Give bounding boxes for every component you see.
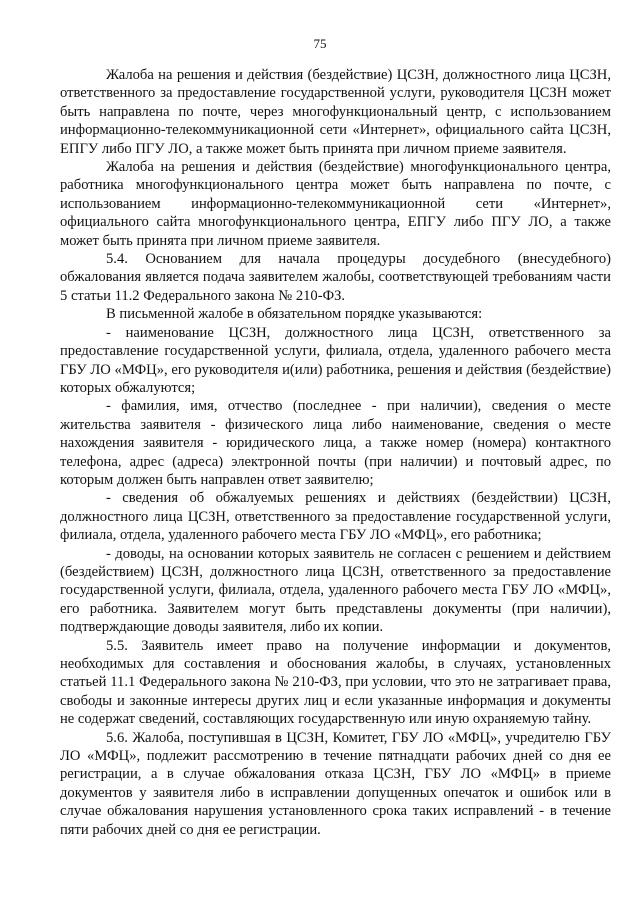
paragraph-complaint-mfc: Жалоба на решения и действия (бездействие) многофункционального центра, работника многофункционального центра может быть направлена по почте, с использованием информационно-телекоммуникационной сети «Интернет», официального сайта многофункционального центра, ЕПГУ либо ПГУ ЛО, а также может быть принята при личном приеме заявителя.	[60, 159, 611, 249]
list-item-appealed-decisions: - сведения об обжалуемых решениях и действиях (бездействии) ЦСЗН, должностного лица ЦСЗН, ответственного за предоставление государственной услуги, филиала, отдела, удаленного рабочего места ГБУ ЛО «МФЦ», его работника;	[60, 490, 611, 544]
paragraph-section-5-5: 5.5. Заявитель имеет право на получение информации и документов, необходимых для составления и обоснования жалобы, в случаях, установленных статьей 11.1 Федерального закона № 210-ФЗ, при условии, что это не затрагивает права, свободы и законные интересы других лиц и если указанные информация и документы не содержат сведений, составляющих государственную или иную охраняемую тайну.	[60, 637, 611, 728]
paragraph-complaint-cszn: Жалоба на решения и действия (бездействие) ЦСЗН, должностного лица ЦСЗН, ответственного за предоставление государственной услуги, руководителя ЦСЗН может быть направлена по почте, через многофункциональный центр, с использованием информационно-телекоммуникационной сети «Интернет», официального сайта ЦСЗН, ЕПГУ либо ПГУ ЛО, а также может быть принята при личном приеме заявителя.	[60, 67, 611, 157]
list-item-applicant-details: - фамилия, имя, отчество (последнее - при наличии), сведения о месте жительства заявителя - физического лица либо наименование, сведения о месте нахождения заявителя - юридического лица, а также номер (номера) контактного телефона, адрес (адреса) электронной почты (при наличии) и почтовый адрес, по которым должен быть направлен ответ заявителю;	[60, 398, 611, 488]
list-item-arguments: - доводы, на основании которых заявитель не согласен с решением и действием (бездействием) ЦСЗН, должностного лица ЦСЗН, ответственного за предоставление государственной услуги, филиала, отдела, удаленного рабочего места ГБУ ЛО «МФЦ», его работника. Заявителем могут быть представлены документы (при наличии), подтверждающие доводы заявителя, либо их копии.	[60, 545, 611, 636]
paragraph-section-5-6: 5.6. Жалоба, поступившая в ЦСЗН, Комитет, ГБУ ЛО «МФЦ», учредителю ГБУ ЛО «МФЦ», подлежит рассмотрению в течение пятнадцати рабочих дней со дня ее регистрации, а в случае обжалования отказа ЦСЗН, ГБУ ЛО «МФЦ» в приеме документов у заявителя либо в исправлении допущенных опечаток и ошибок или в случае обжалования нарушения установленного срока таких исправлений - в течение пяти рабочих дней со дня ее регистрации.	[60, 729, 611, 838]
list-item-name-of-body: - наименование ЦСЗН, должностного лица ЦСЗН, ответственного за предоставление государственной услуги, филиала, отдела, удаленного рабочего места ГБУ ЛО «МФЦ», его руководителя и(или) работника, решения и действия (бездействие) которых обжалуются;	[60, 324, 611, 396]
paragraph-section-5-4: 5.4. Основанием для начала процедуры досудебного (внесудебного) обжалования является подача заявителем жалобы, соответствующей требованиям части 5 статьи 11.2 Федерального закона № 210-ФЗ.	[60, 251, 611, 304]
paragraph-required-items-intro: В письменной жалобе в обязательном порядке указываются:	[106, 306, 483, 323]
document-body	[60, 66, 611, 839]
page-number: 75	[313, 36, 327, 51]
